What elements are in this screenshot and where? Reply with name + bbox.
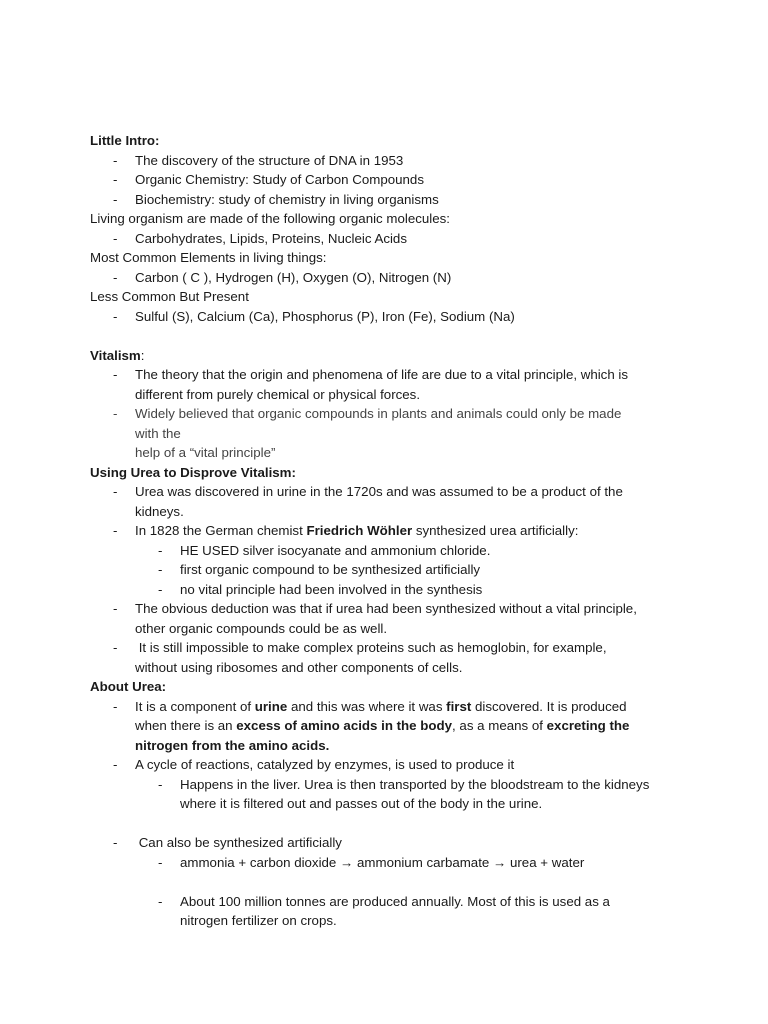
about-urea-subitem: - ammonia + carbon dioxide → ammonium carbamate → urea + water bbox=[158, 854, 585, 870]
less-common-item: - Sulful (S), Calcium (Ca), Phosphorus (P), Iron (Fe), Sodium (Na) bbox=[113, 308, 515, 324]
vitalism-item-continuation: help of a “vital principle” bbox=[135, 445, 276, 460]
about-urea-item: - Can also be synthesized artificially bbox=[113, 835, 342, 850]
urea-disprove-item: - Urea was discovered in urine in the 1720s and was assumed to be a product of the bbox=[113, 484, 623, 499]
intro-item: - Organic Chemistry: Study of Carbon Compounds bbox=[113, 172, 424, 187]
organic-molecules-item: - Carbohydrates, Lipids, Proteins, Nucleic Acids bbox=[113, 230, 407, 246]
about-urea-subitem-continuation: nitrogen fertilizer on crops. bbox=[180, 913, 337, 928]
urea-disprove-heading: Using Urea to Disprove Vitalism: bbox=[90, 464, 296, 480]
about-urea-subitem: - Happens in the liver. Urea is then transported by the bloodstream to the kidneys bbox=[158, 776, 650, 792]
vitalism-item: - The theory that the origin and phenomena of life are due to a vital principle, which is bbox=[113, 367, 629, 382]
organic-molecules-label: Living organism are made of the following organic molecules: bbox=[90, 211, 450, 226]
about-urea-subitem-continuation: where it is filtered out and passes out of the body in the urine. bbox=[180, 796, 543, 811]
spacer bbox=[90, 872, 690, 892]
about-urea-item-continuation: when there is an excess of amino acids in the body, as a means of excreting the bbox=[135, 718, 630, 733]
spacer bbox=[90, 814, 690, 834]
urea-disprove-item: - In 1828 the German chemist Friedrich Wöhler synthesized urea artificially: bbox=[113, 523, 579, 538]
urea-disprove-item: - It is still impossible to make complex proteins such as hemoglobin, for example, bbox=[113, 640, 607, 655]
about-urea-item: - It is a component of urine and this was where it was first discovered. It is produced bbox=[113, 698, 627, 714]
urea-disprove-subitem: - HE USED silver isocyanate and ammonium chloride. bbox=[158, 542, 491, 558]
common-elements-item: - Carbon ( C ), Hydrogen (H), Oxygen (O), Nitrogen (N) bbox=[113, 269, 452, 285]
about-urea-heading: About Urea: bbox=[90, 679, 167, 694]
urea-disprove-subitem: - first organic compound to be synthesized artificially bbox=[158, 562, 481, 577]
urea-disprove-item-continuation: kidneys. bbox=[135, 503, 184, 519]
about-urea-item: - A cycle of reactions, catalyzed by enzymes, is used to produce it bbox=[113, 757, 515, 772]
vitalism-item: - Widely believed that organic compounds in plants and animals could only be made bbox=[113, 406, 622, 421]
about-urea-subitem: - About 100 million tonnes are produced annually. Most of this is used as a bbox=[158, 893, 610, 909]
vitalism-item-continuation: with the bbox=[135, 425, 181, 441]
urea-disprove-item: - The obvious deduction was that if urea had been synthesized without a vital principle, bbox=[113, 601, 637, 616]
vitalism-item-continuation: different from purely chemical or physical forces. bbox=[135, 386, 421, 402]
less-common-label: Less Common But Present bbox=[90, 289, 249, 304]
urea-disprove-subitem: - no vital principle had been involved in the synthesis bbox=[158, 581, 483, 597]
vitalism-heading: Vitalism: bbox=[90, 347, 145, 363]
intro-heading: Little Intro: bbox=[90, 133, 160, 148]
wohler-name: Friedrich Wöhler bbox=[306, 523, 413, 538]
intro-item: - The discovery of the structure of DNA in 1953 bbox=[113, 152, 404, 168]
common-elements-label: Most Common Elements in living things: bbox=[90, 250, 327, 265]
document-page bbox=[90, 131, 690, 931]
about-urea-item-continuation: nitrogen from the amino acids. bbox=[135, 737, 330, 753]
spacer bbox=[90, 326, 690, 346]
urea-disprove-item-continuation: without using ribosomes and other components of cells. bbox=[135, 659, 463, 675]
intro-item: - Biochemistry: study of chemistry in living organisms bbox=[113, 191, 439, 207]
urea-disprove-item-continuation: other organic compounds could be as well. bbox=[135, 620, 388, 636]
